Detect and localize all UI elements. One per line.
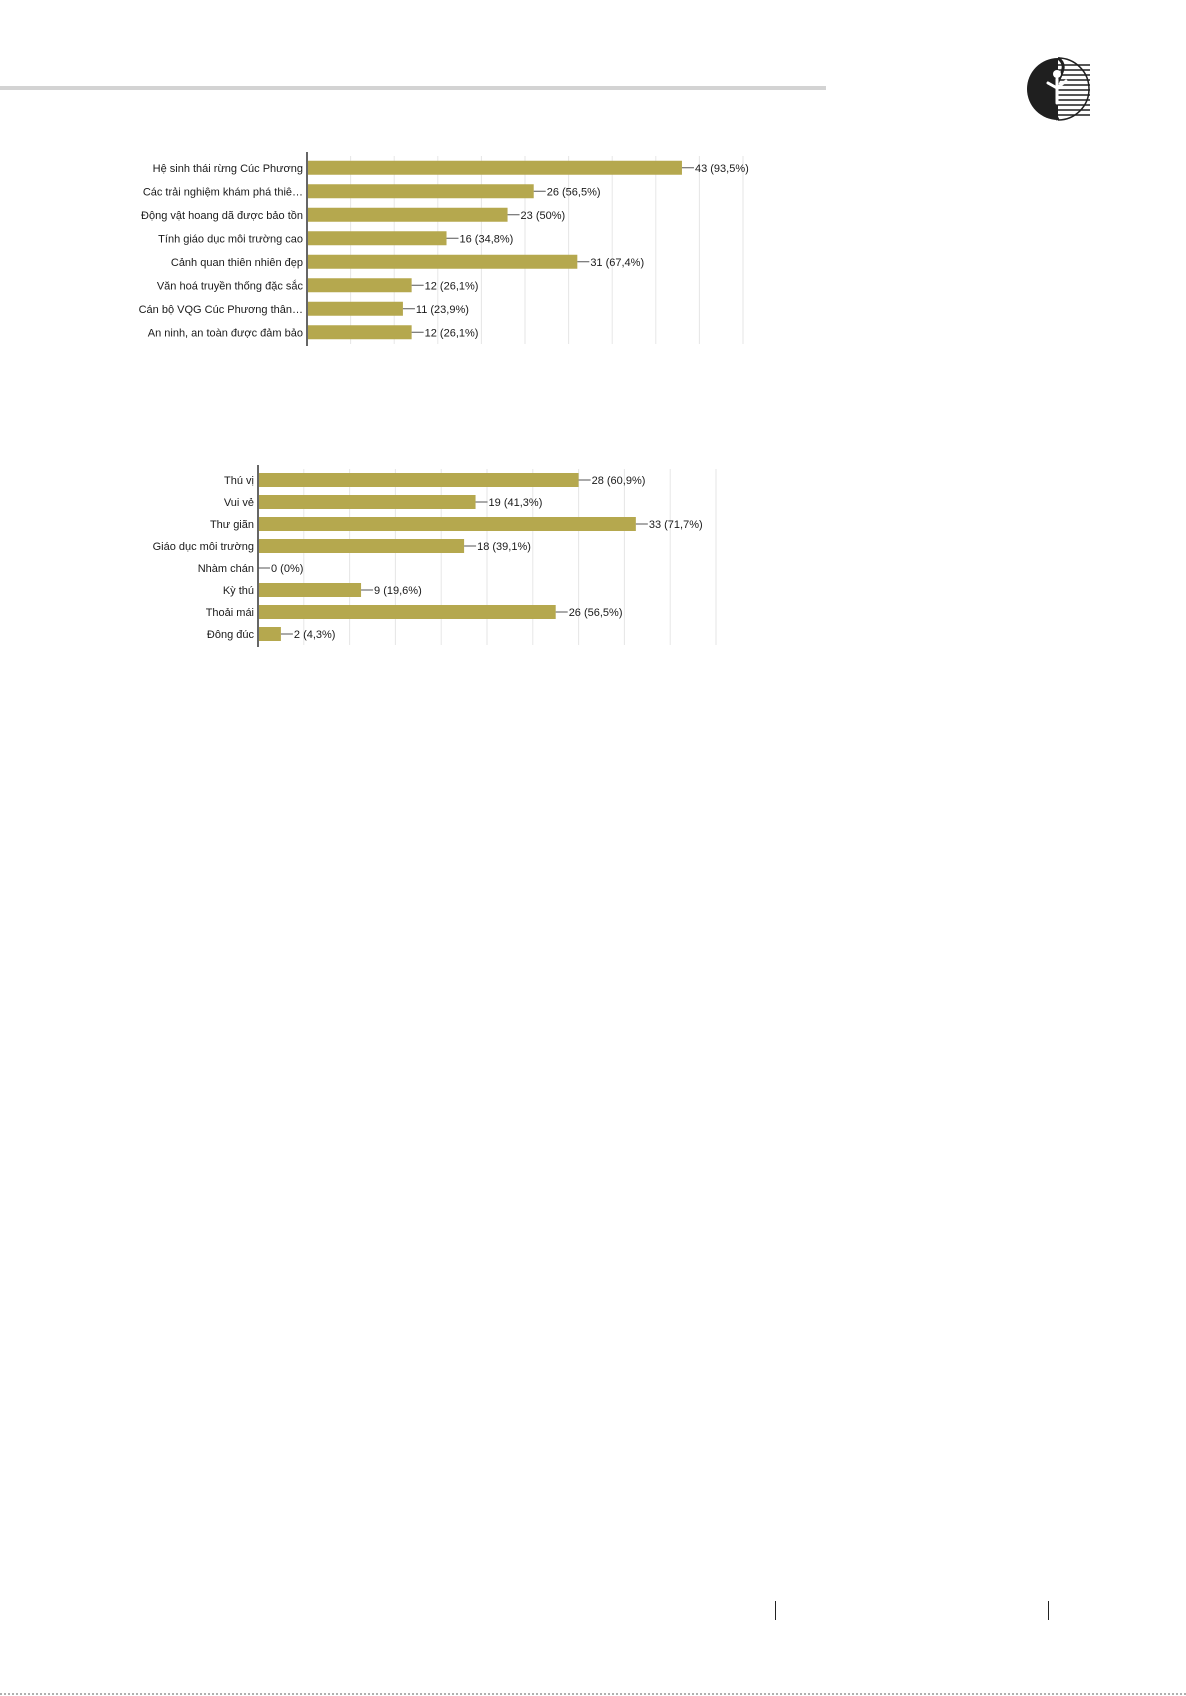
data-label: 43 (93,5%) [694,162,749,175]
data-label: 31 (67,4%) [590,256,645,269]
bar [308,161,682,175]
category-label: Cảnh quan thiên nhiên đẹp [170,256,303,269]
swirl-figure-logo-icon [1026,57,1090,121]
bar [308,208,508,222]
data-label: 2 (4,3%) [293,629,336,641]
bar [308,184,534,198]
category-label: Vui vẻ [223,497,254,509]
category-label: An ninh, an toàn được đảm bảo [147,327,303,340]
category-label: Kỳ thú [222,585,254,597]
bar [308,231,447,245]
bar [259,539,464,553]
data-label: 19 (41,3%) [488,497,543,509]
footer-divider [775,1601,776,1620]
category-label: Thú vị [224,475,254,487]
bar [259,583,361,597]
bar [308,325,412,339]
data-label: 33 (71,7%) [648,519,703,531]
data-label: 12 (26,1%) [424,327,479,340]
category-label: Giáo dục môi trường [152,541,254,553]
category-label: Cán bộ VQG Cúc Phương thân… [138,303,303,316]
category-label: Các trải nghiệm khám phá thiê… [142,186,303,199]
data-label: 11 (23,9%) [415,303,469,316]
bar [308,302,403,316]
data-label: 23 (50%) [520,209,566,222]
bar [259,473,579,487]
data-label: 26 (56,5%) [568,607,623,619]
data-label: 9 (19,6%) [374,585,422,597]
bottom-rule [0,1693,1186,1695]
category-label: Văn hoá truyền thống đặc sắc [156,280,303,293]
category-label: Hệ sinh thái rừng Cúc Phương [152,162,303,175]
bar [259,517,636,531]
chart-feelings [0,460,760,655]
category-label: Động vật hoang dã được bảo tồn [141,209,303,222]
data-label: 0 (0%) [271,563,304,575]
category-label: Đông đúc [206,629,254,641]
data-label: 26 (56,5%) [546,186,601,199]
data-label: 12 (26,1%) [424,280,479,293]
category-label: Thư giãn [209,519,254,531]
bar [308,255,577,269]
category-label: Thoải mái [205,607,254,619]
bar [259,605,556,619]
chart-attractions [0,150,760,355]
header-rule [0,86,826,90]
category-label: Nhàm chán [197,563,254,575]
data-label: 16 (34,8%) [459,233,514,246]
bar [259,495,476,509]
footer-divider [1048,1601,1049,1620]
data-label: 28 (60,9%) [591,475,646,487]
category-label: Tính giáo dục môi trường cao [158,233,303,246]
bar [308,278,412,292]
data-label: 18 (39,1%) [477,541,531,553]
bar [259,627,281,641]
